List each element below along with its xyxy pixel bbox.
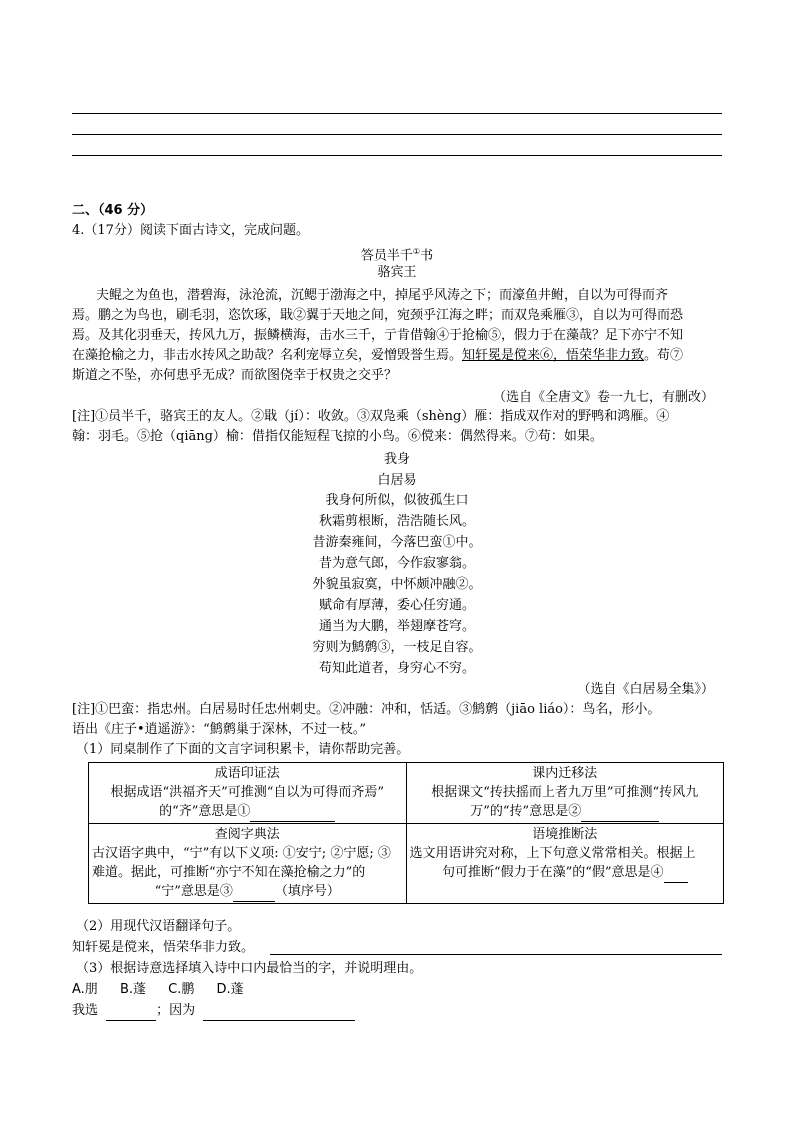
poem1-line: 焉。鹏之为鸟也，刷毛羽，恣饮琢，戢②翼于天地之间，宛颈乎江海之畔；而双凫乘雁③，自以为可得而恐 <box>72 308 684 323</box>
poem1-line: 在藻抢榆之力，非击水抟风之助哉？名利宠辱立矣，爱憎毁誉生焉。知轩冕是傥来⑥，悟荣华非力致。苟⑦ <box>72 348 684 363</box>
answer-line <box>72 113 722 114</box>
poem2-line: 我身何所似，似彼孤生口 <box>325 493 469 508</box>
poem2-title: 我身 <box>383 452 410 467</box>
poem2-line: 苟知此道者，身穷心不穷。 <box>318 661 475 676</box>
section-heading: 二、（46 分） <box>72 203 154 218</box>
poem1-line: 夫鲲之为鱼也，潜碧海，泳沧流，沉鳃于渤海之中，掉尾乎风涛之下；而濠鱼井鲋，自以为可得而齐 <box>96 288 669 303</box>
reason-blank[interactable] <box>203 1002 355 1021</box>
choice-blank[interactable] <box>106 1002 156 1021</box>
card-cell: 查阅字典法 古汉语字典中，“宁”有以下义项: ①安宁; ②宁愿; ③ 难道。据此，可推断“亦宁不知在藻抢榆之力”的 “宁”意思是③ （填序号） <box>89 824 407 904</box>
option-d: D.蓬 <box>216 982 244 997</box>
card-cell: 语境推断法 选文用语讲究对称，上下句意义常常相关。根据上 句可推断“假力于在藻”的“假”意思是④ <box>406 824 724 904</box>
poem2-line: 昔游秦雍间，今落巴蛮①中。 <box>312 535 482 550</box>
poem1-title: 答员半千①书 <box>360 247 434 264</box>
poem2-author: 白居易 <box>377 473 417 488</box>
translate-target-underline: 知轩冕是傥来⑥，悟荣华非力致 <box>462 348 645 363</box>
poem2-line: 外貌虽寂寞，中怀颇冲融②。 <box>312 577 482 592</box>
poem2-line: 秋霜剪根断，浩浩随长风。 <box>318 514 475 529</box>
option-b: B.蓬 <box>119 982 147 997</box>
poem2-source: （选自《白居易全集》） <box>577 682 714 697</box>
sub2-prompt: （2）用现代汉语翻译句子。 <box>76 919 241 934</box>
poem1-note: 翰：羽毛。⑤抢（qiāng）榆：借指仅能短程飞掠的小鸟。⑥傥来：偶然得来。⑦苟：如果。 <box>72 429 603 444</box>
sub3-options <box>72 981 244 999</box>
poem2-line: 赋命有厚薄，委心任穷通。 <box>318 598 475 613</box>
poem1-line: 斯道之不坠，亦何患乎无成？而欲图侥幸于权贵之交乎？ <box>72 368 398 383</box>
question-intro: 4.（17分）阅读下面古诗文，完成问题。 <box>72 223 309 238</box>
answer-line <box>72 155 722 156</box>
poem1-line: 焉。及其化羽垂天，抟风九万，振鳞横海，击水三千，亍肯借翰④于抢榆⑤，假力于在藻哉？足下亦宁不知 <box>72 328 684 343</box>
blank-3[interactable] <box>233 882 275 902</box>
option-c: C.鹏 <box>168 982 195 997</box>
blank-4[interactable] <box>664 863 688 883</box>
word-card-table <box>88 762 724 904</box>
poem1-author: 骆宾王 <box>377 265 417 280</box>
sub2-sentence: 知轩冕是傥来，悟荣华非力致。 <box>72 940 255 955</box>
answer-line <box>72 134 722 135</box>
sub3-answer: 我选 ；因为 <box>72 1002 355 1021</box>
sub3-prompt: （3）根据诗意选择填入诗中口内最恰当的字，并说明理由。 <box>76 961 423 976</box>
blank-1[interactable] <box>250 802 335 822</box>
option-a: A.朋 <box>72 982 98 997</box>
card-cell: 成语印证法 根据成语“洪福齐天”可推测“自以为可得而齐焉” 的“齐”意思是① <box>89 763 407 824</box>
poem2-note: [注]①巴蛮：指忠州。白居易时任忠州刺史。②冲融：冲和，恬适。③鹪鹩（jiāo liáo）：鸟名，形小。 <box>72 702 661 717</box>
card-cell: 课内迁移法 根据课文“抟扶摇而上者九万里”可推测“抟风九 万”的“抟”意思是② <box>406 763 724 824</box>
poem2-note: 语出《庄子•逍遥游》：“鹪鹩巢于深林，不过一枝。” <box>72 722 366 737</box>
poem1-source: （选自《全唐文》卷一九七，有删改） <box>492 390 714 405</box>
poem1-note: [注]①员半千，骆宾王的友人。②戢（jí）：收敛。③双凫乘（shèng）雁：指成双作对的野鸭和鸿雁。④ <box>72 409 670 424</box>
blank-2[interactable] <box>581 802 659 822</box>
translation-answer-line[interactable] <box>270 954 722 955</box>
poem2-line: 通当为大鹏，举翅摩苍穹。 <box>318 619 475 634</box>
poem2-line: 穷则为鹪鹩③，一枝足自容。 <box>312 640 482 655</box>
sub1-prompt: （1）同桌制作了下面的文言字词积累卡，请你帮助完善。 <box>76 742 410 757</box>
poem2-line: 昔为意气郎，今作寂寥翁。 <box>318 556 475 571</box>
